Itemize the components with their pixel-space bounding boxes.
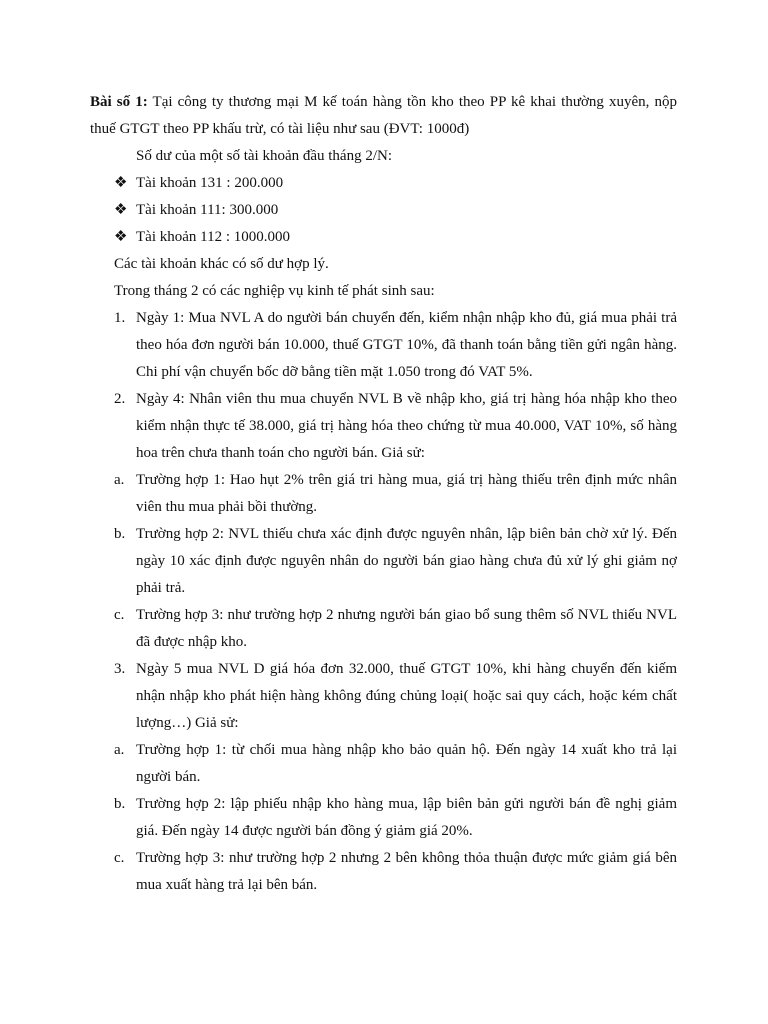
document-page xyxy=(90,89,677,899)
case-text: Trường hợp 2: NVL thiếu chưa xác định được nguyên nhân, lập biên bản chờ xử lý. Đến ngày 10 xác định được nguyên nhân do người bán giao hàng chưa đủ xử lý ghi giảm nợ phải trả. xyxy=(136,526,677,596)
balance-item xyxy=(90,197,677,224)
case-text: Trường hợp 3: như trường hợp 2 nhưng người bán giao bổ sung thêm số NVL thiếu NVL đã được nhập kho. xyxy=(136,607,677,650)
case-item xyxy=(90,791,677,845)
case-text: Trường hợp 3: như trường hợp 2 nhưng 2 bên không thỏa thuận được mức giảm giá bên mua xuất hàng trả lại bên bán. xyxy=(136,850,677,893)
case-item xyxy=(90,521,677,602)
item-text: Ngày 5 mua NVL D giá hóa đơn 32.000, thuế GTGT 10%, khi hàng chuyển đến kiếm nhận nhập kho phát hiện hàng không đúng chủng loại( hoặc sai quy cách, hoặc kém chất lượng…) Giả sử: xyxy=(136,661,677,731)
balance-item xyxy=(90,224,677,251)
case-text: Trường hợp 2: lập phiếu nhập kho hàng mua, lập biên bản gửi người bán đề nghị giảm giá. Đến ngày 14 được người bán đồng ý giảm giá 20%. xyxy=(136,796,677,839)
case-item xyxy=(90,845,677,899)
case-letter: b. xyxy=(114,796,126,812)
case-item xyxy=(90,467,677,521)
case-item xyxy=(90,602,677,656)
item-number: 1. xyxy=(114,310,126,326)
transaction-item xyxy=(90,305,677,386)
item-text: Ngày 1: Mua NVL A do người bán chuyển đến, kiểm nhận nhập kho đủ, giá mua phải trả theo hóa đơn người bán 10.000, thuế GTGT 10%, đã thanh toán bằng tiền gửi ngân hàng. Chi phí vận chuyển bốc dỡ bằng tiền mặt 1.050 trong đó VAT 5%. xyxy=(136,310,677,380)
transaction-item xyxy=(90,386,677,467)
exercise-intro-text: Tại công ty thương mại M kế toán hàng tồn kho theo PP kê khai thường xuyên, nộp thuế GTGT theo PP khấu trừ, có tài liệu như sau (ĐVT: 1000đ) xyxy=(90,94,678,137)
transaction-item xyxy=(90,656,677,737)
other-accounts-note: Các tài khoản khác có số dư hợp lý. xyxy=(114,256,329,272)
case-text: Trường hợp 1: Hao hụt 2% trên giá tri hàng mua, giá trị hàng thiếu trên định mức nhân viên thu mua phải bồi thường. xyxy=(136,472,677,515)
item-number: 2. xyxy=(114,391,126,407)
case-letter: a. xyxy=(114,742,125,758)
diamond-bullet-icon: ❖ xyxy=(114,229,128,245)
balance-item xyxy=(90,170,677,197)
exercise-label: Bài số 1: xyxy=(90,94,148,110)
case-letter: a. xyxy=(114,472,125,488)
case-text: Trường hợp 1: từ chối mua hàng nhập kho bảo quản hộ. Đến ngày 14 xuất kho trả lại người bán. xyxy=(136,742,677,785)
transactions-heading: Trong tháng 2 có các nghiệp vụ kinh tế phát sinh sau: xyxy=(114,283,435,299)
balance-text: Tài khoản 111: 300.000 xyxy=(136,202,279,218)
case-letter: c. xyxy=(114,850,125,866)
diamond-bullet-icon: ❖ xyxy=(114,175,128,191)
diamond-bullet-icon: ❖ xyxy=(114,202,128,218)
item-number: 3. xyxy=(114,661,126,677)
exercise-intro xyxy=(90,89,677,143)
balance-text: Tài khoản 131 : 200.000 xyxy=(136,175,284,191)
balance-text: Tài khoản 112 : 1000.000 xyxy=(136,229,291,245)
item-text: Ngày 4: Nhân viên thu mua chuyển NVL B về nhập kho, giá trị hàng hóa nhập kho theo kiểm nhận thực tế 38.000, giá trị hàng hóa theo chứng từ mua 40.000, VAT 10%, số hàng hoa trên chưa thanh toán cho người bán. Giả sử: xyxy=(136,391,677,461)
case-item xyxy=(90,737,677,791)
case-letter: c. xyxy=(114,607,125,623)
case-letter: b. xyxy=(114,526,126,542)
balances-heading: Số dư của một số tài khoản đầu tháng 2/N: xyxy=(136,148,393,164)
